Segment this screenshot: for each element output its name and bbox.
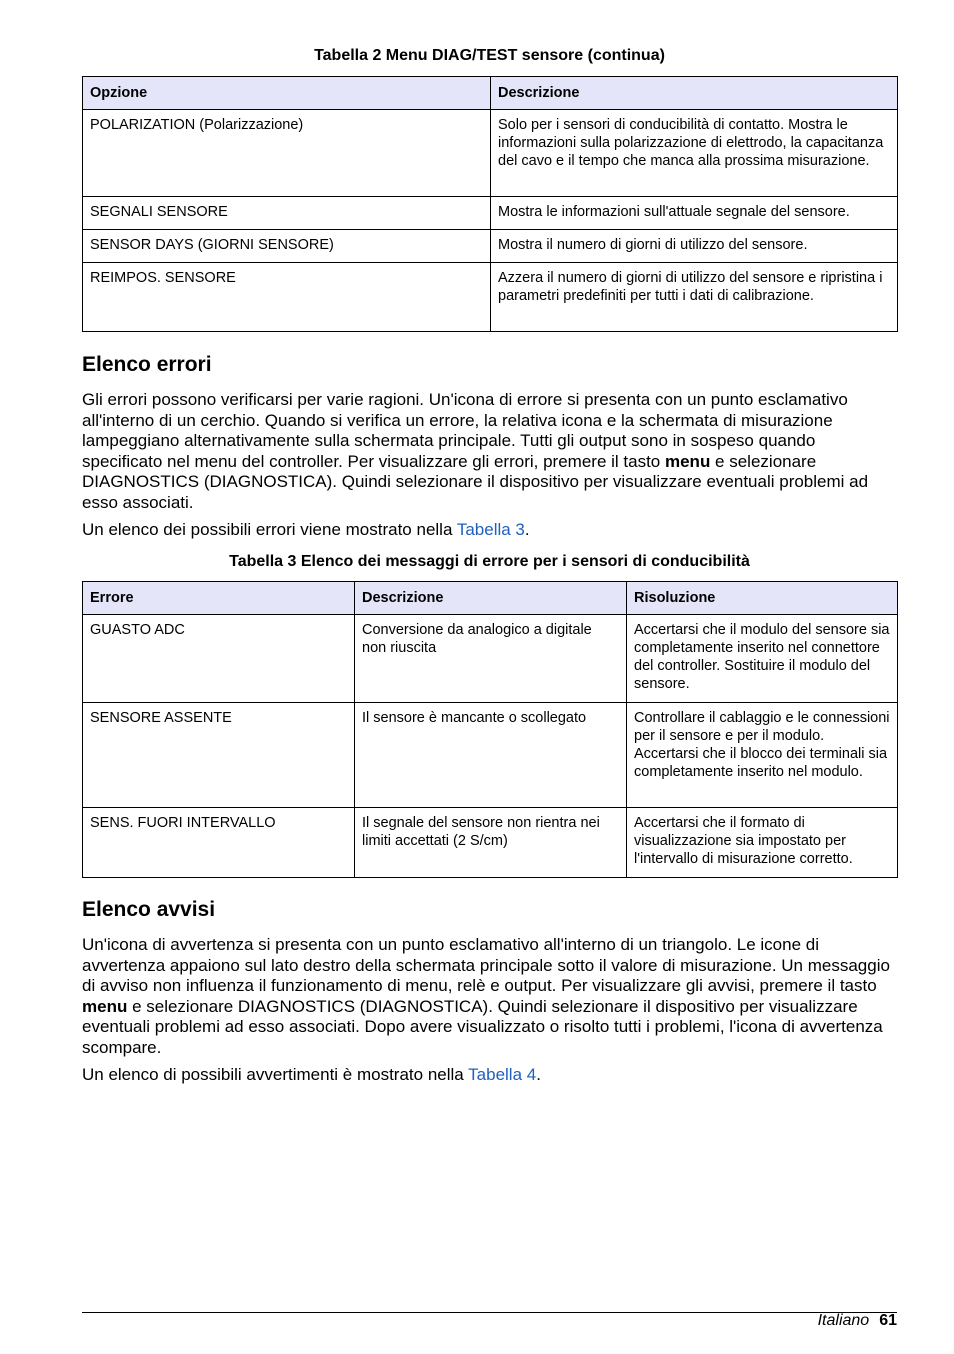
error-cell: GUASTO ADC <box>83 615 355 703</box>
warnings-table-reference <box>82 1065 897 1086</box>
table-row <box>83 263 898 332</box>
description-cell: Il segnale del sensore non rientra nei limiti accettati (2 S/cm) <box>355 808 627 878</box>
table-row <box>83 703 898 808</box>
table-row <box>83 615 898 703</box>
errors-paragraph-text-continued: e selezionare DIAGNOSTICS (DIAGNOSTICA). Quindi selezionare il dispositivo per visualizzare eventuali problemi ad esso associati. <box>82 451 869 512</box>
table-header-row <box>83 582 898 615</box>
page-footer <box>818 1312 897 1330</box>
reference-text: Un elenco dei possibili errori viene mostrato nella <box>82 520 457 539</box>
errors-paragraph-text: Gli errori possono verificarsi per varie ragioni. Un'icona di errore si presenta con un punto esclamativo all'interno di un cerchio. Quando si verifica un errore, la relativa icona e la schermata di misurazione lampeggiano alternativamente sulla schermata principale. Tutti gli output sono in sospeso quando specificato nel menu del controller. Per visualizzare gli errori, premere il tasto <box>82 390 848 471</box>
description-cell: Mostra le informazioni sull'attuale segnale del sensore. <box>491 197 898 230</box>
warnings-heading: Elenco avvisi <box>82 898 216 921</box>
reference-suffix: . <box>536 1065 541 1084</box>
table4-link[interactable]: Tabella 4 <box>468 1065 537 1084</box>
error-cell: SENS. FUORI INTERVALLO <box>83 808 355 878</box>
table-row <box>83 230 898 263</box>
reference-text: Un elenco di possibili avvertimenti è mostrato nella <box>82 1065 469 1084</box>
warnings-paragraph-text: Un'icona di avvertenza si presenta con un punto esclamativo all'interno di un triangolo. Le icone di avvertenza appaiono sul lato destro della schermata principale sotto il valore di misurazione. Un messaggio di avviso non influenza il funzionamento di menu, relè e output. Per visualizzare gli avvisi, premere il tasto <box>82 935 890 996</box>
column-header-risoluzione: Risoluzione <box>627 582 898 615</box>
column-header-opzione: Opzione <box>83 77 491 110</box>
footer-divider <box>82 1312 897 1313</box>
option-cell: REIMPOS. SENSORE <box>83 263 491 332</box>
option-cell: SEGNALI SENSORE <box>83 197 491 230</box>
resolution-cell: Controllare il cablaggio e le connessioni per il sensore e per il modulo. Accertarsi che il blocco dei terminali sia completamente inserito nel modulo. <box>627 703 898 808</box>
table3-caption: Tabella 3 Elenco dei messaggi di errore per i sensori di conducibilità <box>229 553 750 570</box>
option-cell: POLARIZATION (Polarizzazione) <box>83 110 491 197</box>
errors-heading: Elenco errori <box>82 353 212 376</box>
table2 <box>82 76 898 332</box>
description-cell: Solo per i sensori di conducibilità di contatto. Mostra le informazioni sulla polarizzazione di elettrodo, la capacitanza del cavo e il tempo che manca alla prossima misurazione. <box>491 110 898 197</box>
column-header-descrizione: Descrizione <box>355 582 627 615</box>
menu-key-label: menu <box>82 996 128 1016</box>
option-cell: SENSOR DAYS (GIORNI SENSORE) <box>83 230 491 263</box>
errors-paragraph <box>82 390 897 514</box>
resolution-cell: Accertarsi che il formato di visualizzazione sia impostato per l'intervallo di misurazione corretto. <box>627 808 898 878</box>
errors-table-reference <box>82 520 897 541</box>
table-row <box>83 110 898 197</box>
column-header-descrizione: Descrizione <box>491 77 898 110</box>
table2-caption: Tabella 2 Menu DIAG/TEST sensore (continua) <box>314 47 665 64</box>
table3 <box>82 581 898 878</box>
warnings-paragraph-text-continued: e selezionare DIAGNOSTICS (DIAGNOSTICA). Quindi selezionare il dispositivo per visualizzare eventuali problemi ad esso associati. Dopo avere visualizzato o risolto tutti i problemi, l'icona di avvertenza scompare. <box>82 996 883 1057</box>
reference-suffix: . <box>524 520 530 539</box>
description-cell: Conversione da analogico a digitale non riuscita <box>355 615 627 703</box>
table3-link[interactable]: Tabella 3 <box>456 520 525 539</box>
error-cell: SENSORE ASSENTE <box>83 703 355 808</box>
table-row <box>83 808 898 878</box>
table-row <box>83 197 898 230</box>
footer-language: Italiano <box>817 1312 870 1329</box>
resolution-cell: Accertarsi che il modulo del sensore sia completamente inserito nel connettore del controller. Sostituire il modulo del sensore. <box>627 615 898 703</box>
menu-key-label: menu <box>664 451 711 471</box>
column-header-errore: Errore <box>83 582 355 615</box>
table-header-row <box>83 77 898 110</box>
warnings-paragraph <box>82 935 897 1059</box>
page-number: 61 <box>879 1312 897 1329</box>
description-cell: Il sensore è mancante o scollegato <box>355 703 627 808</box>
description-cell: Azzera il numero di giorni di utilizzo del sensore e ripristina i parametri predefiniti per tutti i dati di calibrazione. <box>491 263 898 332</box>
description-cell: Mostra il numero di giorni di utilizzo del sensore. <box>491 230 898 263</box>
